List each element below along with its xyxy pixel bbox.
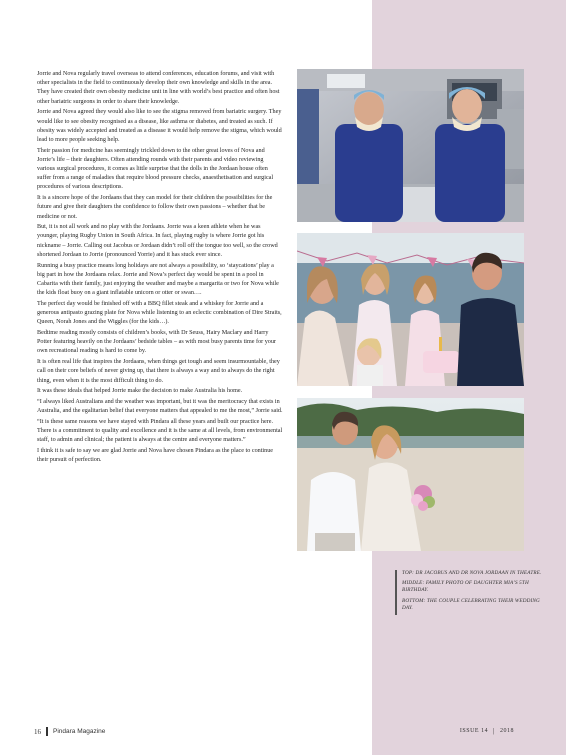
article-paragraph: The perfect day would be finished off with a BBQ fillet steak and a whiskey for Jorrie and a generous antipasto grazing plate for Nova while listening to an eclectic combination of Dire Straits, Queen, Norah Jones and the Wiggles (for the kids…). xyxy=(37,300,282,326)
article-paragraph: “I always liked Australians and the weather was important, but it was the meritocracy that exists in Australia, and the egalitarian belief that everyone matters that appealed to me the most,” Jorrie said. xyxy=(37,398,283,415)
footer-right xyxy=(460,727,514,735)
article-paragraph: “It is these same reasons we have stayed with Pindara all these years and built our practice here. There is a commitment to quality and excellence and it is the same at all levels, from environmental staff, to admin and clinical; the patient is always at the centre and everyone matters.” xyxy=(37,418,283,444)
photo-wedding-day xyxy=(297,398,524,551)
article-paragraph: Jorrie and Nova agreed they would also like to see the stigma removed from bariatric surgery. They would like to see obesity recognised as a disease, like asthma or diabetes, and treated as such. If obesity was widely accepted and treated as a disease it would help remove the stigma, which would lead to more people seeking help. xyxy=(37,109,282,143)
article-paragraph: Bedtime reading mostly consists of children’s books, with Dr Seuss, Hairy Maclary and Harry Potter featuring heavily on the Jordaans’ bedside tables – as with most busy parents time for your own recreational reading is hard to come by. xyxy=(37,329,276,355)
article-paragraph: It is often real life that inspires the Jordaans, when things get tough and seem insurmountable, they call on their core beliefs of never giving up, that there is always a way and to always do the right thing, even when it is the most difficult thing to do. xyxy=(37,359,280,384)
article-paragraph: Their passion for medicine has seemingly trickled down to the other great loves of Nova and Jorrie’s life – their daughters. Often attending rounds with their parents and video reviewing various surgical procedures, it comes as little surprise that the dolls in the Jordaan house often suffer from a range of maladies that require blood pressure checks, anaesthetisation and surgical procedures of various descriptions. xyxy=(37,147,274,191)
caption-top: TOP: DR JACOBUS AND DR NOVA JORDAAN IN THEATRE. xyxy=(402,570,542,576)
footer-divider xyxy=(46,727,48,736)
photo-captions xyxy=(395,570,542,615)
photo-surgeons-in-theatre xyxy=(297,69,524,222)
article-paragraph: But, it is not all work and no play with the Jordaans. Jorrie was a keen athlete when he was younger, playing Rugby Union in South Africa. In fact, playing rugby is where Jorrie got his nickname – Jorrie. Calling out Jacobus or Jordaan didn’t roll off the tongue too well, so the crowd shortened Jordaan to Jorrie (pronounced Yorrie) and it has stuck ever since. xyxy=(37,224,278,258)
page-number: 16 xyxy=(34,727,41,736)
issue-label: ISSUE 14 xyxy=(459,728,489,734)
article-paragraph: I think it is safe to say we are glad Jorrie and Nova have chosen Pindara as the place to continue their pursuit of perfection. xyxy=(37,447,273,464)
issue-year: 2018 xyxy=(500,728,514,734)
footer-separator: | xyxy=(493,727,495,735)
caption-middle: MIDDLE: FAMILY PHOTO OF DAUGHTER MIA’S 5TH BIRTHDAY. xyxy=(402,580,529,594)
article-paragraph: Jorrie and Nova regularly travel overseas to attend conferences, education forums, and visit with other specialists in the field to continuously develop their own knowledge and skills in the area. They have created their own obesity medicine unit in line with world’s best practice and often host other bariatric surgeons in order to share their knowledge. xyxy=(37,71,280,105)
article-body xyxy=(37,70,283,467)
magazine-name: Pindara Magazine xyxy=(53,728,106,735)
caption-bottom: BOTTOM: THE COUPLE CELEBRATING THEIR WEDDING DAY. xyxy=(402,597,540,611)
article-paragraph: It is a sincere hope of the Jordaans that they can model for their children the possibilities for the future and give their daughters the confidence to follow their own passions – whether that be medicine or not. xyxy=(37,195,273,220)
article-paragraph: It was these ideals that helped Jorrie make the decision to make Australia his home. xyxy=(37,388,243,395)
footer-left xyxy=(34,727,105,736)
photo-family-birthday xyxy=(297,233,524,386)
article-paragraph: Running a busy practice means long holidays are not always a possibility, so ‘staycations’ play a big part in how the Jordaans relax. Jorrie and Nova’s perfect day would be spent in a pool in Cabarita with their family, just enjoying the weather and maybe a margarita or two for Nova while the kids float buoy on a giant inflatable unicorn or otter or swan…. xyxy=(37,262,279,297)
